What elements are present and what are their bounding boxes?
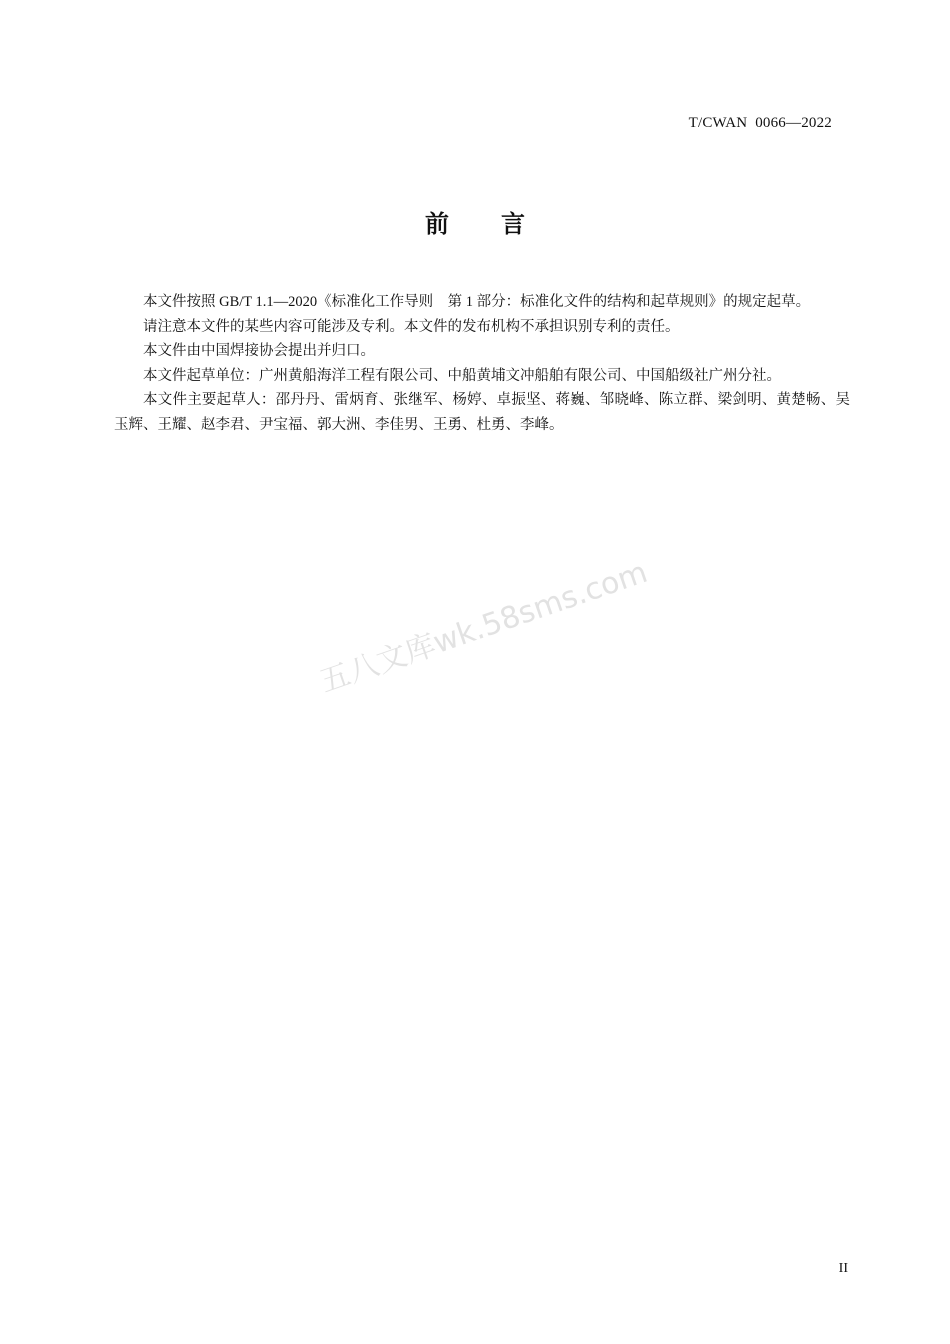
watermark: 五八文库wk.58sms.com — [315, 554, 652, 700]
paragraph-drafting-units: 本文件起草单位：广州黄船海洋工程有限公司、中船黄埔文冲船舶有限公司、中国船级社广州分社。 — [143, 367, 781, 384]
page-title: 前言 — [425, 210, 577, 238]
paragraph-proposer: 本文件由中国焊接协会提出并归口。 — [143, 343, 375, 359]
page-number: II — [838, 1261, 848, 1276]
paragraph-patent-notice: 请注意本文件的某些内容可能涉及专利。本文件的发布机构不承担识别专利的责任。 — [143, 318, 680, 335]
paragraph-drafters: 本文件主要起草人：邵丹丹、雷炳育、张继军、杨婷、卓振坚、蒋巍、邹晓峰、陈立群、梁剑明、黄楚畅、吴玉辉、王耀、赵李君、尹宝福、郭大洲、李佳男、王勇、杜勇、李峰。 — [114, 392, 850, 433]
paragraph-drafting-rules: 本文件按照 GB/T 1.1—2020《标准化工作导则 第 1 部分：标准化文件的结构和起草规则》的规定起草。 — [143, 294, 811, 310]
foreword-body — [114, 290, 850, 437]
document-code: T/CWAN 0066—2022 — [688, 115, 832, 131]
